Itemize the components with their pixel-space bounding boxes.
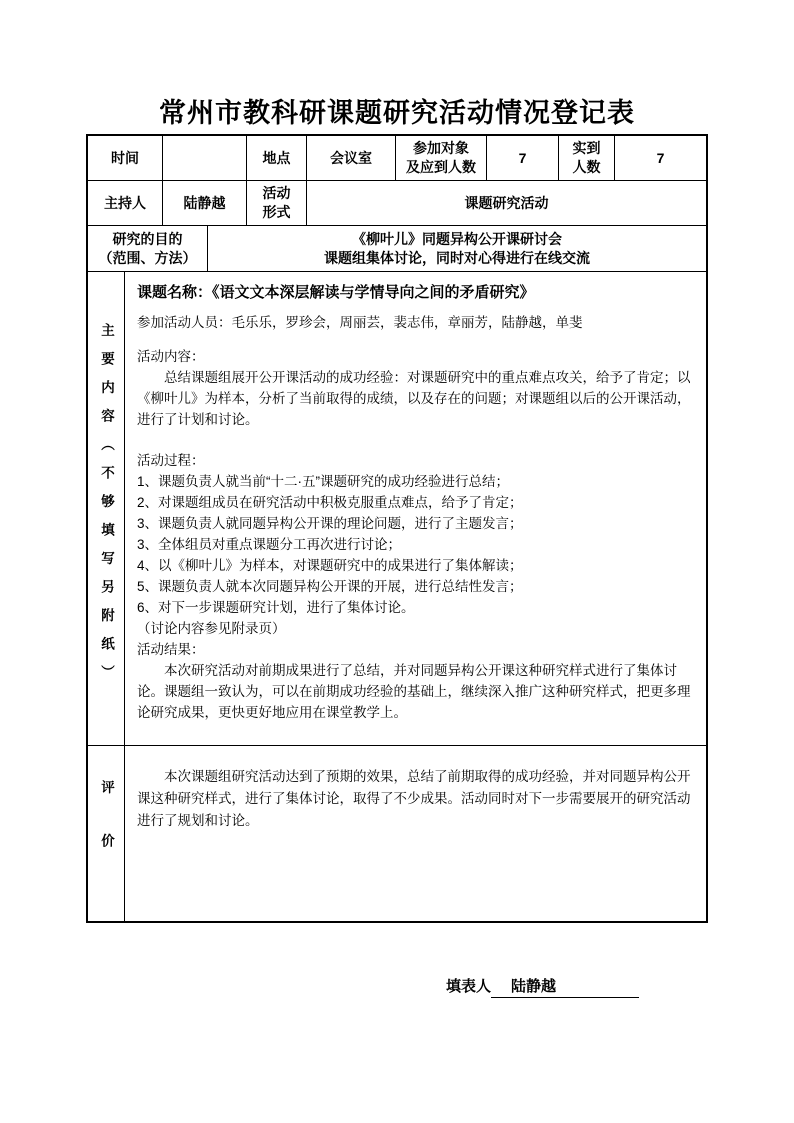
row-purpose [88,226,706,272]
result-label: 活动结果： [137,642,205,657]
filler-name: 陆静越 [491,975,639,998]
purpose-label-line2: （范围、方法） [98,249,197,266]
activity-content-text: 总结课题组展开公开课活动的成功经验：对课题研究中的重点难点攻关，给予了肯定；以《柳叶儿》为样本，分析了当前取得的成绩，以及存在的问题；对课题组以后的公开课活动，进行了计划和讨论。 [137,370,691,427]
host-value: 陆静越 [163,181,247,225]
row-host-form [88,181,706,226]
process-item: 3、全体组员对重点课题分工再次进行讨论； [137,537,402,552]
evaluation-side-label-cell [88,746,125,921]
actual-count-label-line1: 实到 [572,140,601,156]
page-title: 常州市教科研课题研究活动情况登记表 [159,98,635,128]
purpose-label [88,226,208,271]
time-value [163,136,247,180]
main-content-side-label: 主要内容（不够填写另附纸） [99,323,114,694]
process-item: 2、对课题组成员在研究活动中积极克服重点难点，给予了肯定； [137,495,523,510]
activity-form-value: 课题研究活动 [464,195,549,211]
activity-form-label-line2: 形式 [262,204,291,220]
main-content-side-label-cell [88,272,125,745]
row-evaluation [88,746,706,921]
evaluation-side-label: 评价 [99,780,114,887]
topic-title: 课题名称：《语文文本深层解读与学情导向之间的矛盾研究》 [137,284,535,301]
evaluation-cell [125,746,706,921]
participants-label-line1: 参加对象 [413,140,469,156]
place-value: 会议室 [307,136,396,180]
place-label: 地点 [247,136,307,180]
participants-label-line2: 及应到人数 [406,159,476,175]
footer-signature [446,975,794,998]
process-label: 活动过程： [137,453,205,468]
actual-count-label [559,136,615,180]
process-item: 6、对下一步课题研究计划，进行了集体讨论。 [137,600,415,615]
actual-count-label-line2: 人数 [572,159,601,175]
activity-content-label: 活动内容： [137,349,205,364]
process-item: 1、课题负责人就当前“十二·五”课题研究的成功经验进行总结； [137,474,509,489]
evaluation-text: 本次课题组研究活动达到了预期的效果，总结了前期取得的成功经验，并对同题异构公开课这种研究样式，进行了集体讨论，取得了不少成果。活动同时对下一步需要展开的研究活动进行了规划和讨论。 [137,769,691,828]
process-item: 3、课题负责人就同题异构公开课的理论问题，进行了主题发言； [137,516,523,531]
row-main-content [88,272,706,746]
result-text: 本次研究活动对前期成果进行了总结，并对同题异构公开课这种研究样式进行了集体讨论。课题组一致认为，可以在前期成功经验的基础上，继续深入推广这种研究样式，把更多理论研究成果，更快更好地应用在课堂教学上。 [137,663,691,720]
participants-label [396,136,487,180]
expected-count-value: 7 [487,136,559,180]
actual-count-value: 7 [656,150,665,166]
purpose-value [208,226,706,271]
row-basic-info [88,136,706,181]
activity-form-label-line1: 活动 [262,185,291,201]
process-item: 5、课题负责人就本次同题异构公开课的开展，进行总结性发言； [137,579,523,594]
registration-table [86,134,708,923]
participants-list: 参加活动人员：毛乐乐，罗珍会，周丽芸，裴志伟，章丽芳，陆静越，单斐 [137,315,583,330]
activity-form-label [247,181,307,225]
appendix-note: （讨论内容参见附录页） [137,621,286,636]
time-label: 时间 [88,136,163,180]
purpose-value-line1: 《柳叶儿》同题异构公开课研讨会 [352,230,562,247]
process-item: 4、以《柳叶儿》为样本，对课题研究中的成果进行了集体解读； [137,558,523,573]
purpose-label-line1: 研究的目的 [112,230,183,247]
host-label: 主持人 [88,181,163,225]
main-content-cell [125,272,706,745]
purpose-value-line2: 课题组集体讨论，同时对心得进行在线交流 [324,249,590,266]
filler-label: 填表人 [446,978,492,995]
